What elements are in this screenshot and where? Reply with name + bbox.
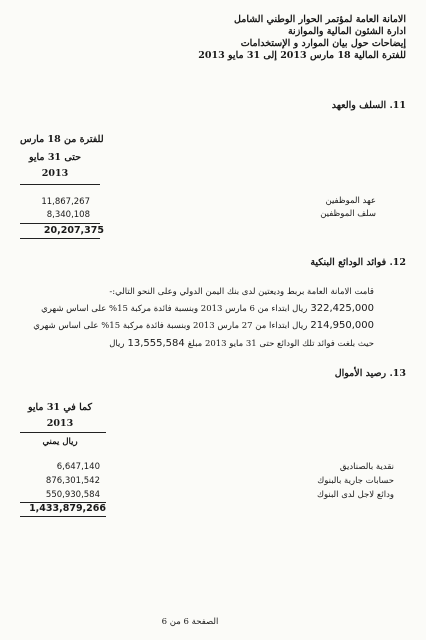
section-12-deposit-2 (33, 320, 374, 331)
section-12-title: 12. فوائد الودائع البنكية (310, 257, 406, 268)
section-13-col-year: 2013 (46, 418, 74, 429)
deposit-2-amount: 214,950,000 (310, 320, 374, 331)
section-11-title: 11. السلف والعهد (331, 100, 406, 111)
section-13-row-label: نقدية بالصناديق (339, 462, 394, 472)
summary-amount: 13,555,584 (127, 338, 185, 349)
section-13-total-rule (20, 516, 106, 517)
section-13-row-label: ودائع لاجل لدى البنوك (317, 490, 394, 500)
section-12-summary (109, 338, 374, 349)
period-title: للفترة المالية 18 مارس 2013 إلى 31 مايو 2013 (198, 50, 406, 61)
section-11-row-value: 8,340,108 (46, 210, 90, 220)
deposit-1-text: ريال ابتداء من 6 مارس 2013 وبنسبة فائدة مركبة 15% على اساس شهري (41, 304, 308, 314)
page-number: الصفحة 6 من 6 (161, 617, 219, 627)
section-13-row-label: حسابات جارية بالبنوك (317, 476, 394, 486)
section-13-header-rule (20, 432, 106, 433)
deposit-2-text: ريال ابتداءا من 27 مارس 2013 وبنسبة فائدة مركبة 15% على اساس شهري (33, 321, 308, 331)
section-13-total: 1,433,879,266 (29, 503, 106, 514)
report-title: إيضاحات حول بيان الموارد و الإستخدامات (240, 38, 406, 49)
section-11-col-line2: حتى 31 مايو (28, 152, 82, 163)
section-11-row-label: عهد الموظفين (325, 196, 376, 206)
section-11-total-rule (20, 238, 100, 239)
deposit-1-amount: 322,425,000 (310, 303, 374, 314)
section-13-col-unit: ريال يمني (42, 437, 78, 447)
section-13-row-value: 6,647,140 (56, 462, 100, 472)
section-13-col-line1: كما في 31 مايو (27, 402, 93, 413)
section-12-intro: قامت الامانة العامة بربط وديعتين لدى بنك اليمن الدولي وعلى النحو التالي:- (109, 287, 374, 297)
department-title: ادارة الشئون المالية والموازنة (287, 26, 406, 37)
summary-text: حيث بلغت فوائد تلك الودائع حتى 31 مايو 2013 مبلغ (187, 339, 374, 349)
section-11-row-label: سلف الموظفين (320, 209, 376, 219)
section-11-col-line1: للفترة من 18 مارس (20, 134, 104, 145)
section-13-title: 13. رصيد الأموال (334, 368, 406, 379)
section-12-deposit-1 (41, 303, 374, 314)
summary-unit: ريال (109, 339, 125, 349)
section-11-col-year: 2013 (41, 168, 69, 179)
org-title: الامانة العامة لمؤتمر الحوار الوطني الشامل (234, 14, 406, 25)
section-11-header-rule (20, 184, 100, 185)
section-13-row-value: 550,930,584 (45, 490, 100, 500)
section-13-row-value: 876,301,542 (45, 476, 100, 486)
section-11-row-value: 11,867,267 (41, 197, 90, 207)
section-11-total: 20,207,375 (43, 225, 104, 236)
section-11-subtotal-rule (20, 223, 100, 224)
